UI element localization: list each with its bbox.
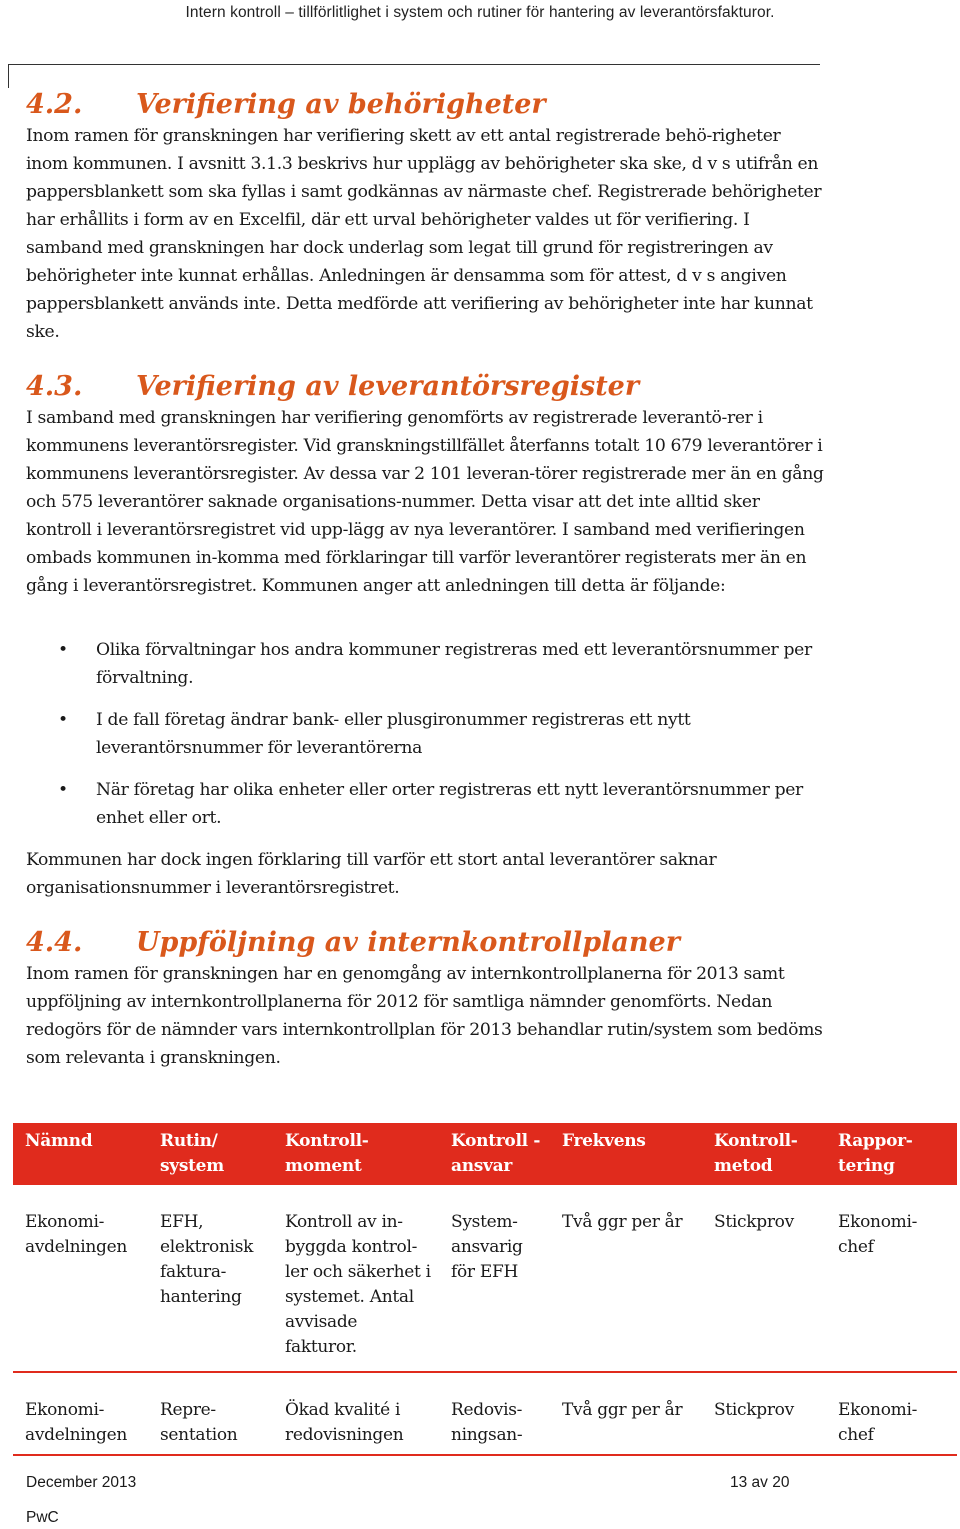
table-cell: Två ggr per år (550, 1372, 702, 1455)
column-header: Frekvens (550, 1123, 702, 1185)
bullet-icon: • (58, 710, 68, 730)
footer-date: December 2013 (26, 1474, 137, 1491)
table-cell: System-ansvarig för EFH (439, 1185, 550, 1372)
column-header: Kontroll-moment (273, 1123, 439, 1185)
section-number: 4.4. (26, 926, 83, 958)
table-cell: EFH, elektronisk faktura-hantering (148, 1185, 273, 1372)
table-cell: Två ggr per år (550, 1185, 702, 1372)
table-cell: Kontroll av in-byggda kontrol-ler och säkerhet i systemet. Antal avvisade fakturor. (273, 1185, 439, 1372)
reason-list (26, 636, 826, 832)
table-cell: Ekonomi-chef (826, 1185, 957, 1372)
column-header: Rutin/ system (148, 1123, 273, 1185)
table-cell: Ekonomi-avdelningen (13, 1372, 148, 1455)
paragraph: Inom ramen för granskningen har en genomgång av internkontrollplanerna för 2013 samt uppföljning av internkontrollplanerna för 2012 för samtliga nämnder genomförts. Nedan redogörs för de nämnder vars internkontrollplan för 2013 behandlar rutin/system som bedöms som relevanta i granskningen. (26, 964, 823, 1068)
table-row (13, 1185, 957, 1372)
column-header: Kontroll -ansvar (439, 1123, 550, 1185)
section-number: 4.2. (26, 88, 83, 120)
section-title: Uppföljning av internkontrollplaner (136, 926, 680, 958)
table-cell: Stickprov (702, 1185, 826, 1372)
list-item: • När företag har olika enheter eller orter registreras ett nytt leverantörsnummer per enhet eller ort. (26, 776, 826, 832)
table-cell: Ekonomi-chef (826, 1372, 957, 1455)
section-4-3 (26, 362, 826, 902)
running-header: Intern kontroll – tillförlitlighet i system och rutiner för hantering av leverantörsfakturor. (185, 4, 775, 21)
column-header: Nämnd (13, 1123, 148, 1185)
footer-brand: PwC (26, 1509, 59, 1526)
column-header: Kontroll-metod (702, 1123, 826, 1185)
column-header: Rappor-tering (826, 1123, 957, 1185)
section-heading (26, 80, 826, 128)
section-heading (26, 362, 826, 410)
page-number: 13 av 20 (730, 1474, 790, 1491)
section-number: 4.3. (26, 370, 83, 402)
header-rule (8, 64, 820, 65)
paragraph: Kommunen har dock ingen förklaring till varför ett stort antal leverantörer saknar organisationsnummer i leverantörsregistret. (26, 850, 717, 898)
list-item: • I de fall företag ändrar bank- eller plusgironummer registreras ett nytt leverantörsnummer för leverantörerna (26, 706, 826, 762)
paragraph: Inom ramen för granskningen har verifiering skett av ett antal registrerade behö-righeter inom kommunen. I avsnitt 3.1.3 beskrivs hur upplägg av behörigheter ska ske, d v s utifrån en pappersblankett som ska fyllas i samt godkännas av närmaste chef. Registrerade behörigheter har erhållits i form av en Excelfil, där ett urval behörigheter valdes ut för verifiering. I samband med granskningen har dock underlag som legat till grund för registreringen av behörigheter inte kunnat erhållas. Anledningen är densamma som för attest, d v s angiven pappersblankett används inte. Detta medförde att verifiering av behörigheter inte har kunnat ske. (26, 126, 822, 342)
plans-table (13, 1123, 957, 1456)
page-content (26, 80, 826, 1072)
section-title: Verifiering av behörigheter (136, 88, 546, 120)
table-header-row (13, 1123, 957, 1185)
paragraph: I samband med granskningen har verifiering genomförts av registrerade leverantö-rer i kommunens leverantörsregister. Vid granskningstillfället återfanns totalt 10 679 leverantörer i kommunens leverantörsregister. Av dessa var 2 101 leveran-törer registrerade mer än en gång och 575 leverantörer saknade organisations-nummer. Detta visar att det inte alltid sker kontroll i leverantörsregistret vid upp-lägg av nya leverantörer. I samband med verifieringen ombads kommunen in-komma med förklaringar till varför leverantörer registerats mer än en gång i leverantörsregistret. Kommunen anger att anledningen till detta är följande: (26, 408, 824, 596)
table-cell: Redovis-ningsan- (439, 1372, 550, 1455)
internal-control-table (13, 1123, 957, 1456)
table-cell: Stickprov (702, 1372, 826, 1455)
header-rule-corner (8, 64, 9, 88)
section-title: Verifiering av leverantörsregister (136, 370, 640, 402)
section-4-2 (26, 80, 826, 346)
list-item: • Olika förvaltningar hos andra kommuner registreras med ett leverantörsnummer per förvaltning. (26, 636, 826, 692)
table-cell: Ekonomi-avdelningen (13, 1185, 148, 1372)
table-cell: Repre-sentation (148, 1372, 273, 1455)
bullet-icon: • (58, 780, 68, 800)
section-heading (26, 918, 826, 966)
table-cell: Ökad kvalité i redovisningen (273, 1372, 439, 1455)
bullet-icon: • (58, 640, 68, 660)
table-row (13, 1372, 957, 1455)
section-4-4 (26, 918, 826, 1072)
